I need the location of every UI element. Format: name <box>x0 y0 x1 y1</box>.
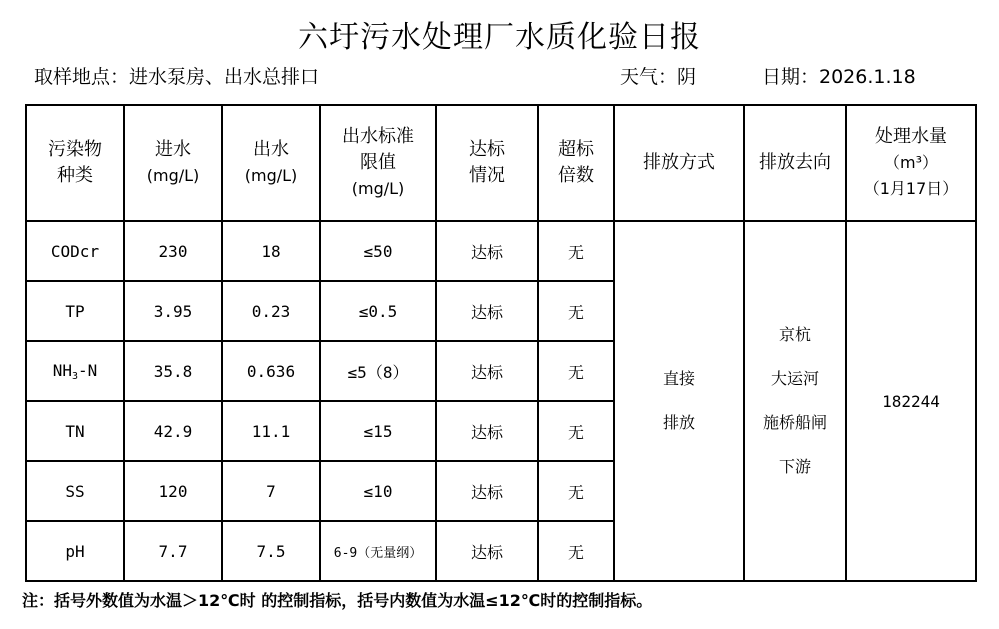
pollutant-cell: CODcr <box>26 221 124 281</box>
status-cell: 达标 <box>436 281 538 341</box>
discharge-dest-cell: 京杭 大运河 施桥船闸 下游 <box>744 221 846 581</box>
header-exceed: 超标 倍数 <box>538 105 614 221</box>
inflow-cell: 7.7 <box>124 521 222 581</box>
inflow-cell: 3.95 <box>124 281 222 341</box>
limit-cell: 6-9（无量纲） <box>320 521 436 581</box>
report-date: 日期：2026.1.18 <box>762 66 916 88</box>
inflow-cell: 230 <box>124 221 222 281</box>
water-quality-table <box>25 104 977 582</box>
status-cell: 达标 <box>436 221 538 281</box>
inflow-cell: 35.8 <box>124 341 222 401</box>
pollutant-cell: TP <box>26 281 124 341</box>
inflow-cell: 120 <box>124 461 222 521</box>
inflow-cell: 42.9 <box>124 401 222 461</box>
header-compliance: 达标 情况 <box>436 105 538 221</box>
header-pollutant: 污染物 种类 <box>26 105 124 221</box>
status-cell: 达标 <box>436 521 538 581</box>
outflow-cell: 7.5 <box>222 521 320 581</box>
limit-cell: ≤10 <box>320 461 436 521</box>
limit-cell: ≤0.5 <box>320 281 436 341</box>
limit-cell: ≤50 <box>320 221 436 281</box>
exceed-cell: 无 <box>538 341 614 401</box>
weather: 天气：阴 <box>620 66 697 88</box>
header-row <box>26 105 976 221</box>
header-discharge-method: 排放方式 <box>614 105 744 221</box>
header-discharge-dest: 排放去向 <box>744 105 846 221</box>
table-row <box>26 221 976 281</box>
pollutant-cell: SS <box>26 461 124 521</box>
status-cell: 达标 <box>436 341 538 401</box>
header-outflow: 出水 (mg/L) <box>222 105 320 221</box>
status-cell: 达标 <box>436 461 538 521</box>
exceed-cell: 无 <box>538 281 614 341</box>
report-title: 六圩污水处理厂水质化验日报 <box>298 20 701 55</box>
header-inflow: 进水 (mg/L) <box>124 105 222 221</box>
exceed-cell: 无 <box>538 401 614 461</box>
pollutant-cell: TN <box>26 401 124 461</box>
sampling-site: 取样地点：进水泵房、出水总排口 <box>34 66 320 88</box>
limit-cell: ≤5（8） <box>320 341 436 401</box>
volume-cell: 182244 <box>846 221 976 581</box>
pollutant-cell: $NH_3-N$ <box>26 341 124 401</box>
discharge-method-cell: 直接 排放 <box>614 221 744 581</box>
header-volume: 处理水量 （m³） （1月17日） <box>846 105 976 221</box>
exceed-cell: 无 <box>538 461 614 521</box>
outflow-cell: 7 <box>222 461 320 521</box>
footnote: 注：括号外数值为水温＞12℃时 的控制指标，括号内数值为水温≤12℃时的控制指标。 <box>22 591 653 610</box>
outflow-cell: 11.1 <box>222 401 320 461</box>
exceed-cell: 无 <box>538 521 614 581</box>
pollutant-cell: pH <box>26 521 124 581</box>
limit-cell: ≤15 <box>320 401 436 461</box>
status-cell: 达标 <box>436 401 538 461</box>
header-limit: 出水标准 限值 (mg/L) <box>320 105 436 221</box>
outflow-cell: 0.23 <box>222 281 320 341</box>
outflow-cell: 18 <box>222 221 320 281</box>
exceed-cell: 无 <box>538 221 614 281</box>
outflow-cell: 0.636 <box>222 341 320 401</box>
